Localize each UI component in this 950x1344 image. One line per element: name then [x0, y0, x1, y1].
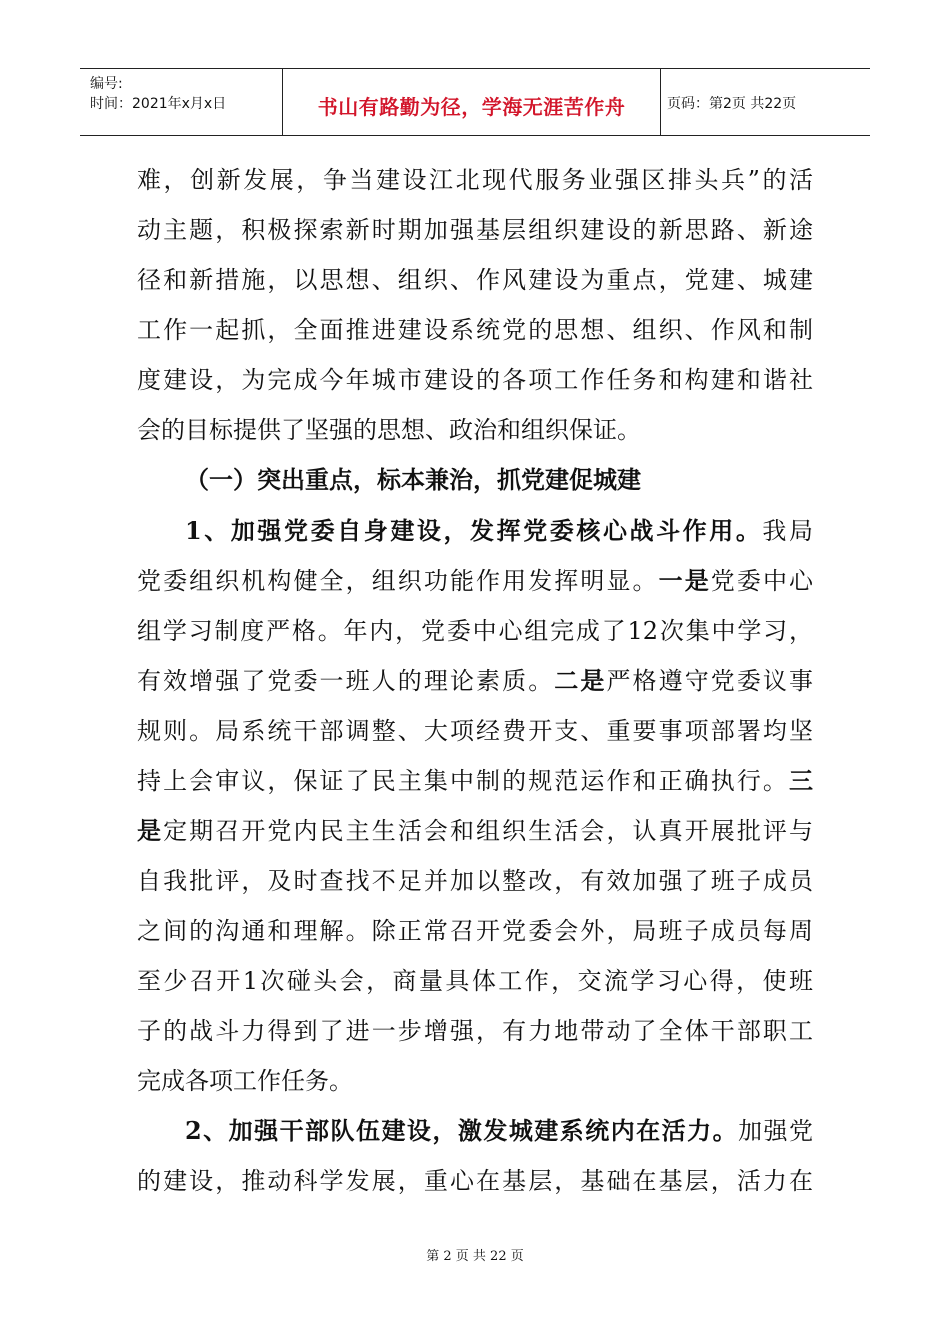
- body-text: 党委组织机构健全，组织功能作用发挥明显。: [137, 567, 659, 595]
- body-text: 持上会审议，保证了民主集中制的规范运作和正确执行。: [137, 767, 789, 795]
- body-line: 规则。局系统干部调整、大项经费开支、重要事项部署均坚: [137, 717, 813, 745]
- body-text: 严格遵守党委议事: [606, 667, 814, 695]
- header-table: [80, 68, 870, 136]
- body-line: [185, 1115, 813, 1147]
- header-cell-meta: [80, 69, 283, 135]
- body-line: 难，创新发展，争当建设江北现代服务业强区排头兵”的活: [137, 166, 813, 194]
- body-text: 定期召开党内民主生活会和组织生活会，认真开展批评与: [163, 817, 814, 845]
- header-motto: 书山有路勤为径，学海无涯苦作舟: [317, 95, 626, 119]
- bold-marker: 是: [137, 816, 164, 845]
- body-line: 动主题，积极探索新时期加强基层组织建设的新思路、新途: [137, 216, 813, 244]
- body-text: 加强党: [738, 1117, 814, 1145]
- body-text: 党委中心: [710, 567, 814, 595]
- body-line: 之间的沟通和理解。除正常召开党委会外，局班子成员每周: [137, 917, 813, 945]
- bold-marker: 二是: [554, 666, 607, 695]
- bold-lead: 2、加强干部队伍建设，激发城建系统内在活力。: [185, 1116, 739, 1145]
- header-page-label: 页码：第2页 共22页: [667, 96, 797, 112]
- page-footer: 第 2 页 共 22 页: [426, 1249, 524, 1264]
- body-line: 子的战斗力得到了进一步增强，有力地带动了全体干部职工: [137, 1017, 813, 1045]
- header-cell-motto: [283, 69, 661, 135]
- body-line: [137, 815, 813, 847]
- document-time-label: 时间：2021年x月x日: [90, 96, 227, 112]
- body-text: 我局: [762, 517, 813, 545]
- body-line: 至少召开1次碰头会，商量具体工作，交流学习心得，使班: [137, 967, 813, 995]
- body-line: 度建设，为完成今年城市建设的各项工作任务和构建和谐社: [137, 366, 813, 394]
- body-line: [137, 665, 813, 697]
- body-line: 组学习制度严格。年内，党委中心组完成了12次集中学习，: [137, 617, 813, 645]
- document-number-label: 编号:: [90, 76, 123, 92]
- body-line: 会的目标提供了坚强的思想、政治和组织保证。: [137, 416, 641, 444]
- header-cell-page: [661, 69, 870, 135]
- section-heading: （一）突出重点，标本兼治，抓党建促城建: [185, 465, 641, 494]
- body-line: 完成各项工作任务。: [137, 1067, 353, 1095]
- bold-lead: 1、加强党委自身建设，发挥党委核心战斗作用。: [185, 516, 763, 545]
- bold-marker: 三: [789, 766, 813, 795]
- body-line: 的建设，推动科学发展，重心在基层，基础在基层，活力在: [137, 1167, 813, 1195]
- body-line: [137, 565, 813, 597]
- body-line: 自我批评，及时查找不足并加以整改，有效加强了班子成员: [137, 867, 813, 895]
- body-text: 有效增强了党委一班人的理论素质。: [137, 667, 555, 695]
- bold-marker: 一是: [658, 566, 711, 595]
- body-line: 工作一起抓，全面推进建设系统党的思想、组织、作风和制: [137, 316, 813, 344]
- body-line: [185, 515, 813, 547]
- body-line: 径和新措施，以思想、组织、作风建设为重点，党建、城建: [137, 266, 813, 294]
- body-line: [137, 765, 813, 797]
